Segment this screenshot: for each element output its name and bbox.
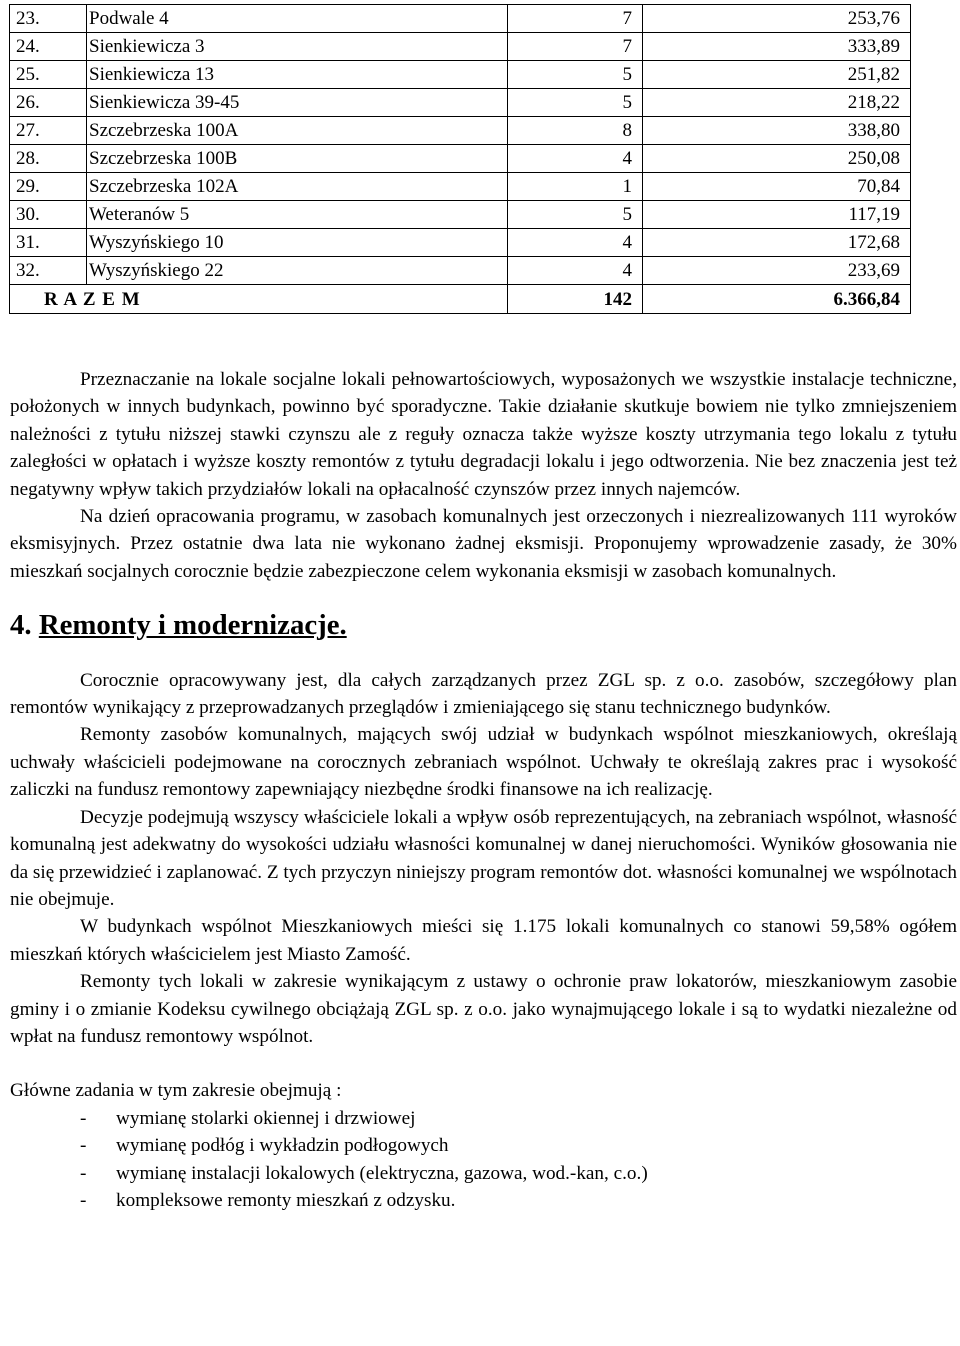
row-number: 31. xyxy=(10,229,87,257)
apartments-table-body xyxy=(10,5,911,314)
document-body xyxy=(10,366,957,1214)
row-area: 338,80 xyxy=(643,117,911,145)
row-area: 70,84 xyxy=(643,173,911,201)
row-area: 251,82 xyxy=(643,61,911,89)
list-dash: - xyxy=(80,1162,87,1184)
row-count: 1 xyxy=(508,173,643,201)
list-item-text: wymianę instalacji lokalowych (elektryczna, gazowa, wod.-kan, c.o.) xyxy=(116,1162,648,1184)
total-label: R A Z E M xyxy=(10,285,508,314)
row-area: 333,89 xyxy=(643,33,911,61)
paragraph-annual-plan: Corocznie opracowywany jest, dla całych zarządzanych przez ZGL sp. z o.o. zasobów, szczegółowy plan remontów wynikający z przeprowadzanych przeglądów i zmieniającego się stanu technicznego budynków. xyxy=(10,669,957,719)
apartments-table-wrapper xyxy=(9,4,911,314)
paragraph-community-repairs: Remonty zasobów komunalnych, mających swój udział w budynkach wspólnot mieszkaniowych, określają uchwały właścicieli podejmowane na corocznych zebraniach wspólnot. Uchwały te określają zakres prac i wysokość zaliczki na fundusz remontowy zapewniający niezbędne środki finansowe na ich realizację. xyxy=(10,724,957,801)
row-address: Sienkiewicza 3 xyxy=(87,33,508,61)
row-address: Wyszyńskiego 22 xyxy=(87,257,508,285)
paragraph-evictions: Na dzień opracowania programu, w zasobach komunalnych jest orzeczonych i niezrealizowanych 111 wyroków eksmisyjnych. Przez ostatnie dwa lata nie wykonano żadnej eksmisji. Proponujemy wprowadzenie zasady, że 30% mieszkań socjalnych corocznie będzie zabezpieczone celem wykonania eksmisji w zasobach komunalnych. xyxy=(10,506,957,582)
row-number: 30. xyxy=(10,201,87,229)
row-address: Wyszyńskiego 10 xyxy=(87,229,508,257)
row-count: 5 xyxy=(508,89,643,117)
row-address: Weteranów 5 xyxy=(87,201,508,229)
row-number: 23. xyxy=(10,5,87,33)
table-row xyxy=(10,89,911,117)
row-address: Sienkiewicza 39-45 xyxy=(87,89,508,117)
list-item-text: wymianę podłóg i wykładzin podłogowych xyxy=(116,1135,449,1157)
row-number: 27. xyxy=(10,117,87,145)
list-intro: Główne zadania w tym zakresie obejmują : xyxy=(10,1080,342,1102)
paragraph-tenant-law: Remonty tych lokali w zakresie wynikającym z ustawy o ochronie praw lokatorów, mieszkaniowym zasobie gminy i o zmianie Kodeksu cywilnego obciążają ZGL sp. z o.o. jako wynajmującego lokale i są to wydatki niezależne od wpłat na fundusz remontowy wspólnot. xyxy=(10,971,957,1047)
table-row xyxy=(10,257,911,285)
list-item-text: wymianę stolarki okiennej i drzwiowej xyxy=(116,1107,416,1129)
row-count: 7 xyxy=(508,33,643,61)
list-item xyxy=(10,1160,957,1187)
row-area: 253,76 xyxy=(643,5,911,33)
table-total-row xyxy=(10,285,911,314)
row-count: 4 xyxy=(508,145,643,173)
table-row xyxy=(10,229,911,257)
row-area: 233,69 xyxy=(643,257,911,285)
paragraph-community-units: W budynkach wspólnot Mieszkaniowych mieści się 1.175 lokali komunalnych co stanowi 59,58% ogółem mieszkań których właścicielem jest Miasto Zamość. xyxy=(10,916,957,965)
table-row xyxy=(10,201,911,229)
list-item xyxy=(10,1105,957,1132)
apartments-table xyxy=(9,4,911,314)
row-count: 8 xyxy=(508,117,643,145)
row-number: 29. xyxy=(10,173,87,201)
table-row xyxy=(10,61,911,89)
total-area: 6.366,84 xyxy=(643,285,911,314)
row-address: Podwale 4 xyxy=(87,5,508,33)
row-area: 172,68 xyxy=(643,229,911,257)
row-count: 5 xyxy=(508,61,643,89)
row-count: 7 xyxy=(508,5,643,33)
row-number: 26. xyxy=(10,89,87,117)
row-count: 4 xyxy=(508,257,643,285)
list-item xyxy=(10,1187,957,1214)
row-area: 117,19 xyxy=(643,201,911,229)
row-number: 28. xyxy=(10,145,87,173)
list-dash: - xyxy=(80,1189,87,1211)
row-area: 218,22 xyxy=(643,89,911,117)
row-address: Szczebrzeska 102A xyxy=(87,173,508,201)
table-row xyxy=(10,33,911,61)
row-number: 25. xyxy=(10,61,87,89)
section-title: Remonty i modernizacje. xyxy=(38,609,347,642)
table-row xyxy=(10,145,911,173)
row-count: 5 xyxy=(508,201,643,229)
list-item-text: kompleksowe remonty mieszkań z odzysku. xyxy=(116,1189,456,1211)
paragraph-social-housing: Przeznaczanie na lokale socjalne lokali pełnowartościowych, wyposażonych we wszystkie instalacje techniczne, położonych w innych budynkach, powinno być sporadyczne. Takie działanie skutkuje bowiem nie tylko zmniejszeniem należności z tytułu niższej stawki czynszu ale z reguły oznacza także wyższe koszty utrzymania tego lokalu z tytułu zaległości w opłatach i wyższe koszty remontów z tytułu degradacji lokalu i jego odtworzenia. Nie bez znaczenia jest też negatywny wpływ takich przydziałów lokali na opłacalność czynszów przez innych najemców. xyxy=(10,369,957,500)
total-count: 142 xyxy=(508,285,643,314)
section-number: 4. xyxy=(10,609,32,642)
row-number: 32. xyxy=(10,257,87,285)
section-heading xyxy=(10,609,957,642)
tasks-list xyxy=(10,1105,957,1215)
table-row xyxy=(10,117,911,145)
row-address: Szczebrzeska 100A xyxy=(87,117,508,145)
row-address: Szczebrzeska 100B xyxy=(87,145,508,173)
row-address: Sienkiewicza 13 xyxy=(87,61,508,89)
row-area: 250,08 xyxy=(643,145,911,173)
table-row xyxy=(10,5,911,33)
row-count: 4 xyxy=(508,229,643,257)
row-number: 24. xyxy=(10,33,87,61)
list-dash: - xyxy=(80,1135,87,1157)
list-item xyxy=(10,1132,957,1159)
table-row xyxy=(10,173,911,201)
paragraph-decisions: Decyzje podejmują wszyscy właściciele lokali a wpływ osób reprezentujących, na zebraniach wspólnot, własność komunalną jest adekwatny do wysokości udziału własności komunalnej w danej nieruchomości. Wyników głosowania nie da się przewidzieć i zaplanować. Z tych przyczyn niniejszy program remontów dot. własności komunalnej we wspólnotach nie obejmuje. xyxy=(10,806,957,910)
list-dash: - xyxy=(80,1107,87,1129)
